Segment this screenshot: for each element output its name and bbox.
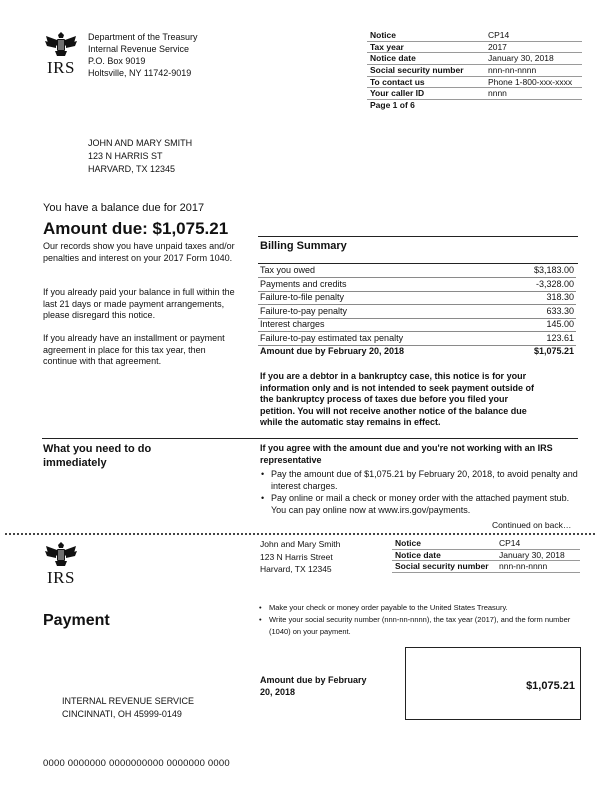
billing-value: 318.30 (503, 291, 576, 305)
agency-line: Holtsville, NY 11742-9019 (88, 68, 192, 78)
notice-date-label: Notice date (367, 53, 485, 65)
billing-label: Failure-to-pay estimated tax penalty (258, 332, 503, 346)
agree-heading: If you agree with the amount due and you're not working with an IRS representative (260, 443, 553, 465)
irs-mailing-address (62, 695, 194, 721)
contact-value: Phone 1-800-xxx-xxxx (485, 76, 582, 88)
billing-row (258, 332, 576, 346)
eagle-emblem-icon (42, 540, 80, 568)
summary-paragraph: If you already paid your balance in full within the last 21 days or made payment arrangements, please disregard this notice. (43, 287, 235, 320)
stub-notice-label: Notice (392, 538, 496, 549)
recipient-line: HARVARD, TX 12345 (88, 164, 176, 174)
agency-line: Department of the Treasury (88, 32, 198, 42)
mailing-line: INTERNAL REVENUE SERVICE (62, 696, 195, 706)
billing-total-row (258, 345, 576, 359)
billing-summary-title: Billing Summary (260, 240, 347, 252)
notice-info-row (367, 30, 582, 41)
stub-notice-row (392, 561, 580, 573)
stub-notice-value: CP14 (496, 538, 580, 549)
eagle-emblem-icon (42, 30, 80, 58)
summary-paragraph: Our records show you have unpaid taxes and/or penalties and interest on your 2017 Form 1040. (43, 241, 235, 263)
irs-logo (42, 30, 80, 76)
notice-info-row (367, 41, 582, 53)
notice-info-row (367, 76, 582, 88)
continued-note: Continued on back… (492, 520, 572, 530)
billing-label: Payments and credits (258, 278, 503, 292)
agency-address (88, 31, 198, 79)
billing-label: Interest charges (258, 318, 503, 332)
caller-id-label: Your caller ID (367, 88, 485, 100)
payment-title: Payment (43, 612, 110, 629)
stub-taxpayer-line: 123 N Harris Street (260, 551, 333, 562)
billing-row (258, 264, 576, 278)
billing-table (258, 264, 576, 359)
agency-line: Internal Revenue Service (88, 44, 190, 54)
recipient-line: 123 N HARRIS ST (88, 151, 163, 161)
irs-logo-text: IRS (47, 58, 75, 77)
billing-row (258, 291, 576, 305)
recipient-line: JOHN AND MARY SMITH (88, 138, 193, 148)
page-row (367, 99, 582, 110)
action-bullet-pay-amount (260, 469, 578, 492)
stub-notice-row (392, 549, 580, 561)
instruction-payable (258, 602, 580, 614)
stub-irs-logo (42, 540, 80, 586)
billing-value: 123.61 (503, 332, 576, 346)
stub-amount-due-value: $1,075.21 (526, 680, 575, 692)
mailing-line: CINCINNATI, OH 45999-0149 (62, 709, 182, 719)
scanline: 0000 0000000 0000000000 0000000 0000 (43, 758, 230, 769)
billing-row (258, 305, 576, 319)
ssn-value: nnn-nn-nnnn (485, 64, 582, 76)
billing-value: -3,328.00 (503, 278, 576, 292)
contact-label: To contact us (367, 76, 485, 88)
balance-heading: You have a balance due for 2017 (43, 202, 205, 214)
stub-taxpayer-line: Harvard, TX 12345 (260, 564, 332, 574)
caller-id-value: nnnn (485, 88, 582, 100)
billing-total-label: Amount due by February 20, 2018 (260, 346, 405, 357)
stub-ssn-label: Social security number (392, 561, 496, 573)
instruction-text: Write your social security number (nnn-nn-nnnn), the tax year (2017), and the form number (1040) on your payment. (269, 615, 571, 636)
payment-instructions (258, 602, 580, 638)
instruction-write-ssn (258, 614, 580, 638)
tax-year-label: Tax year (367, 41, 485, 53)
recipient-address (88, 137, 192, 176)
notice-value: CP14 (485, 30, 582, 41)
stub-taxpayer-address (260, 538, 340, 576)
notice-info-row (367, 53, 582, 65)
stub-notice-date-value: January 30, 2018 (496, 549, 580, 561)
billing-label: Failure-to-pay penalty (258, 305, 503, 319)
ssn-label: Social security number (367, 64, 485, 76)
bankruptcy-note: If you are a debtor in a bankruptcy case, this notice is for your information only and is not intended to seek payment outside of the bankruptcy process of taxes due before you filed your petition. You will not receive another notice of the balance due while the automatic stay remains in effect. (260, 371, 535, 427)
bullet-text: Pay online or mail a check or money order with the attached payment stub. You can pay online now at www.irs.gov/payments. (271, 493, 570, 515)
tear-line (5, 533, 595, 535)
actions-title: What you need to do immediately (43, 443, 152, 469)
notice-info-row (367, 88, 582, 100)
billing-row (258, 278, 576, 292)
billing-value: 145.00 (503, 318, 576, 332)
billing-top-rule (258, 236, 578, 237)
bullet-text: Pay the amount due of $1,075.21 by February 20, 2018, to avoid penalty and interest charges. (271, 469, 578, 491)
notice-date-value: January 30, 2018 (485, 53, 582, 65)
stub-notice-row (392, 538, 580, 549)
summary-paragraph: If you already have an installment or payment agreement in place for this tax year, then continue with that agreement. (43, 333, 225, 366)
action-bullets (260, 469, 578, 516)
amount-due-heading: Amount due: $1,075.21 (43, 219, 229, 238)
billing-value: $3,183.00 (503, 264, 576, 278)
notice-info-table (367, 30, 582, 110)
notice-info-row (367, 64, 582, 76)
agency-line: P.O. Box 9019 (88, 56, 146, 66)
billing-label: Tax you owed (258, 264, 503, 278)
stub-notice-table (392, 538, 580, 573)
notice-label: Notice (367, 30, 485, 41)
page-number: Page 1 of 6 (370, 99, 415, 110)
stub-notice-date-label: Notice date (392, 549, 496, 561)
stub-taxpayer-line: John and Mary Smith (260, 539, 341, 549)
amount-enclosed-box[interactable] (405, 647, 581, 720)
stub-amount-due-label: Amount due by February 20, 2018 (260, 675, 367, 697)
irs-logo-text: IRS (47, 568, 75, 587)
action-bullet-pay-online (260, 493, 578, 516)
billing-label: Failure-to-file penalty (258, 291, 503, 305)
instruction-text: Make your check or money order payable to the United States Treasury. (269, 603, 508, 612)
actions-rule (42, 438, 578, 439)
tax-year-value: 2017 (485, 41, 582, 53)
stub-ssn-value: nnn-nn-nnnn (496, 561, 580, 573)
billing-total-value: $1,075.21 (533, 346, 574, 357)
billing-value: 633.30 (503, 305, 576, 319)
billing-row (258, 318, 576, 332)
